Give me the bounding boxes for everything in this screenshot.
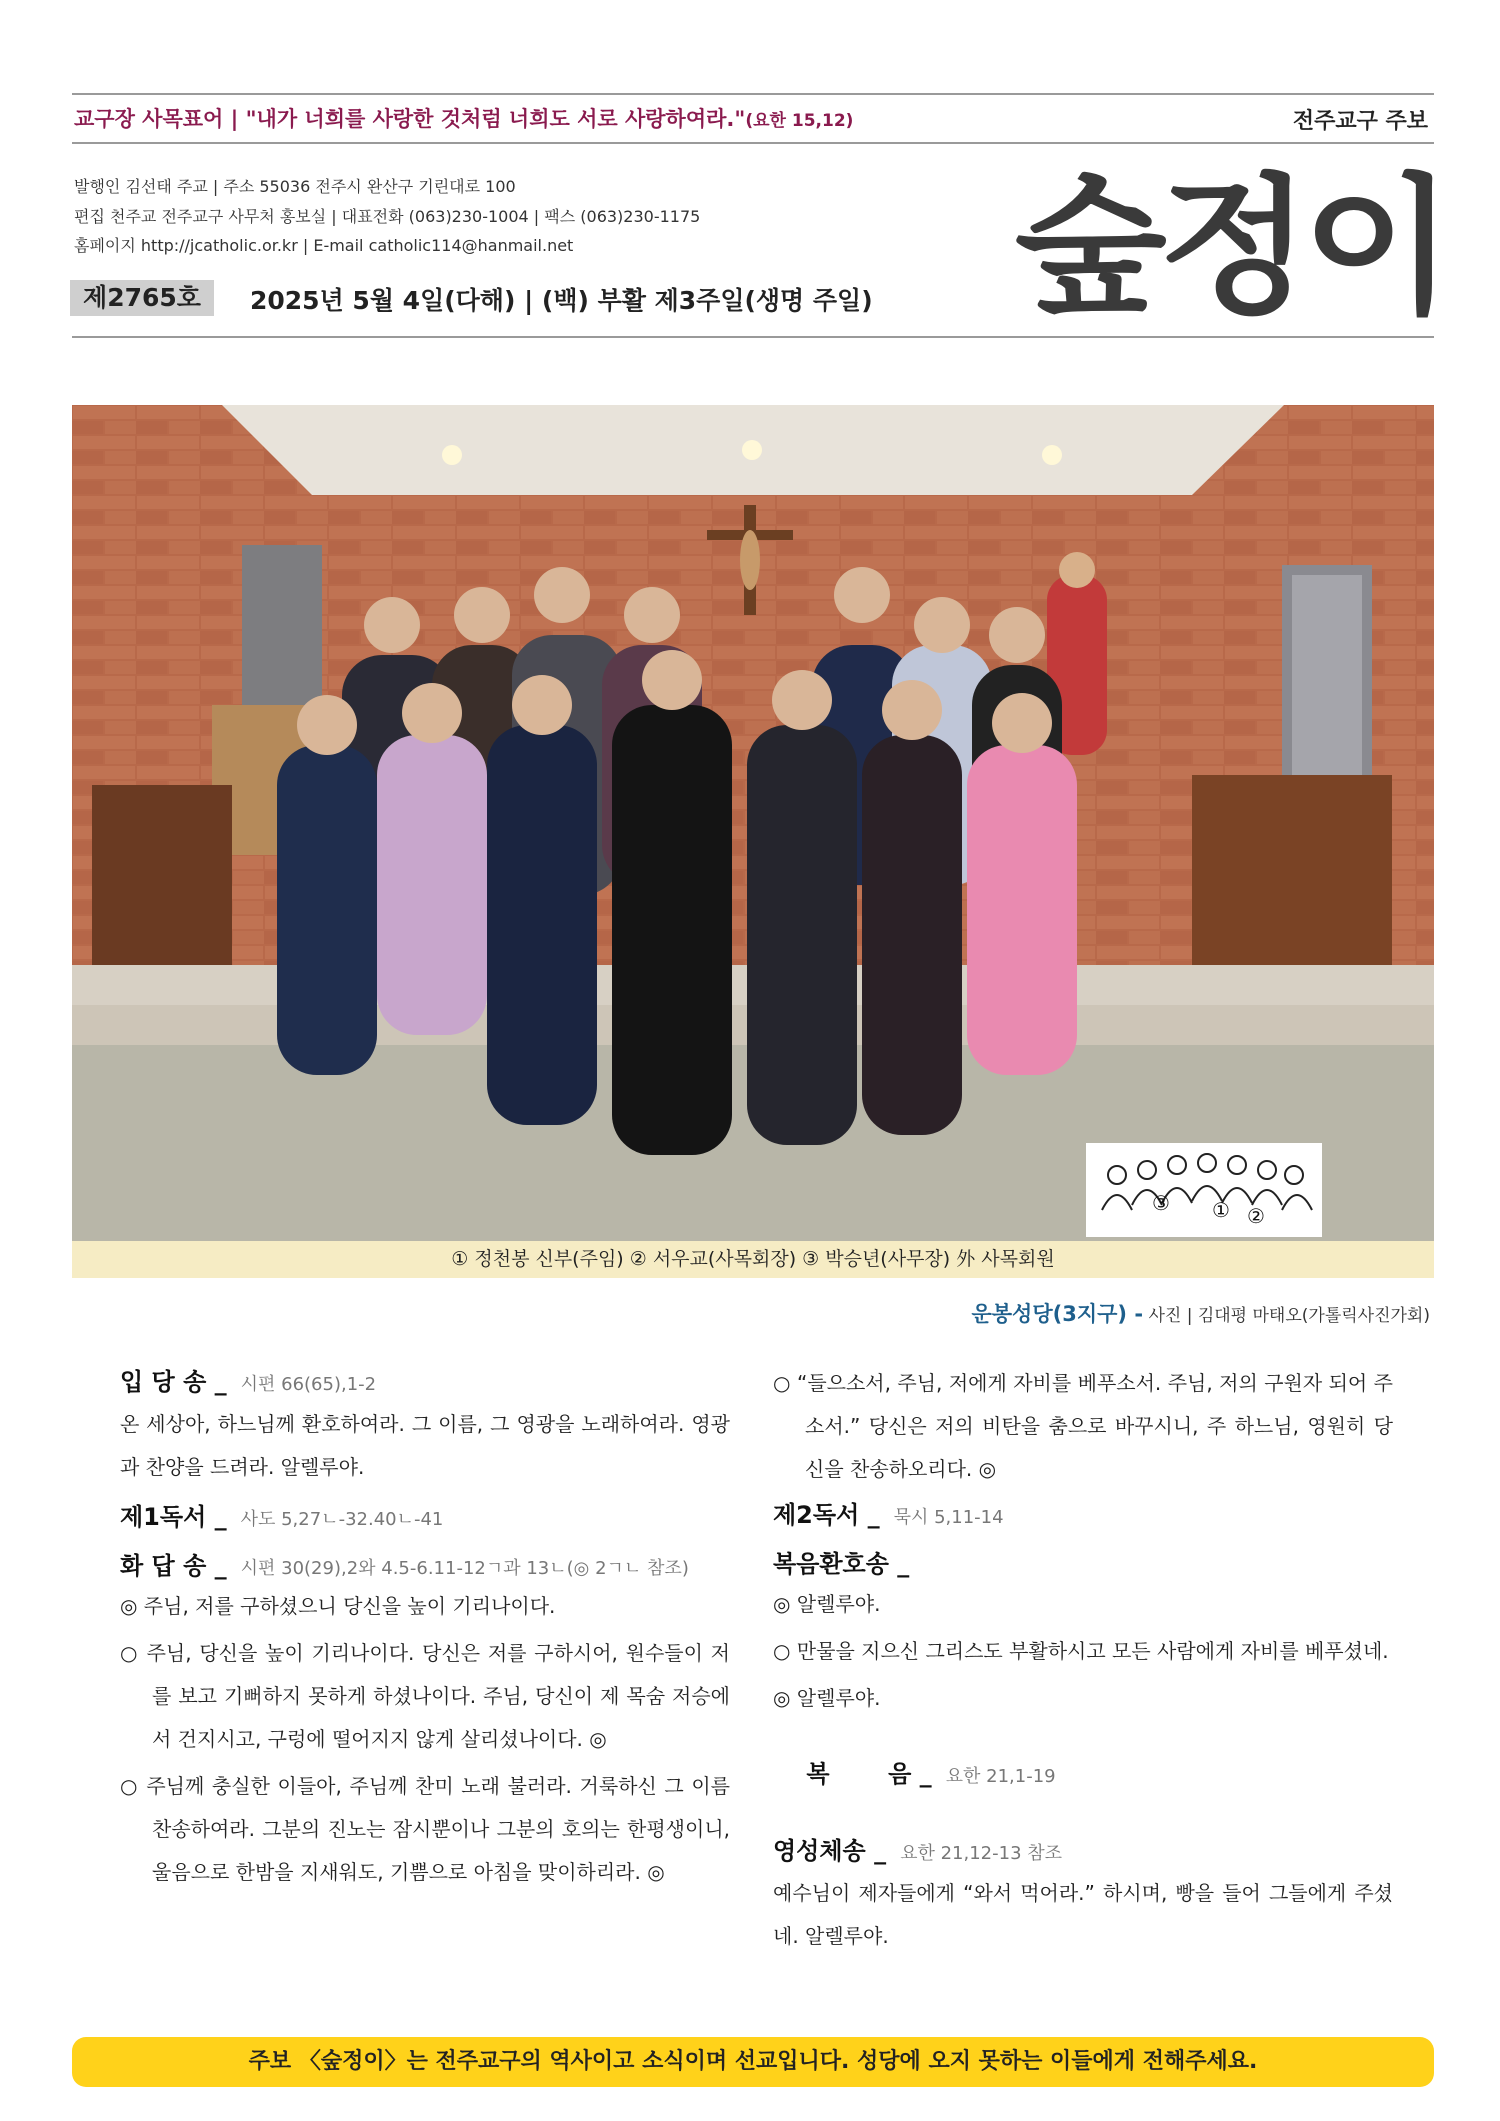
issue-date: 2025년 5월 4일(다해) | (백) 부활 제3주일(생명 주일) [250,286,873,315]
key-label-3: ③ [1152,1191,1170,1215]
gospel-ref: 요한 21,1-19 [945,1766,1056,1787]
psalm-response: ◎ 주님, 저를 구하셨으니 당신을 높이 기리나이다. [120,1594,556,1618]
parish-name: 운봉성당(3지구) - [971,1302,1144,1326]
psalm-ref: 시편 30(29),2와 4.5-6.11-12ㄱ과 13ㄴ(◎ 2ㄱㄴ 참조) [240,1558,689,1579]
paper-name: 전주교구 주보 [1292,109,1428,134]
alleluia-response-2: ◎ 알렐루야. [773,1686,881,1710]
communion-title: 영성체송 _ [773,1837,887,1865]
first-reading-heading [120,1497,730,1532]
issue-number: 제2765호 [70,280,214,316]
gospel-acclamation-title: 복음환호송 _ [773,1550,910,1578]
key-label-1: ① [1212,1198,1230,1222]
alleluia-verse: ○ 만물을 지으신 그리스도 부활하시고 모든 사람에게 자비를 베푸셨네. [773,1639,1389,1663]
pastoral-motto [74,103,853,133]
psalm-title: 화 답 송 _ [120,1552,227,1580]
motto-text: 교구장 사목표어 | "내가 너희를 사랑한 것처럼 너희도 서로 사랑하여라." [74,107,746,131]
right-column [773,1362,1393,1958]
first-reading-title: 제1독서 _ [120,1503,227,1531]
gospel-title: 복 음 _ [806,1760,932,1788]
photographer: 사진 | 김대평 마태오(가톨릭사진가회) [1148,1306,1430,1326]
publisher-line: 발행인 김선태 주교 | 주소 55036 전주시 완산구 기린대로 100 [74,177,516,196]
second-reading-heading [773,1495,1393,1530]
header-rule [72,142,1434,144]
photo-key-inset [1086,1143,1322,1237]
editor-line: 편집 천주교 전주교구 사무처 홍보실 | 대표전화 (063)230-1004 | 팩스 (063)230-1175 [74,207,701,226]
communion-heading [773,1831,1393,1866]
homepage-line: 홈페이지 http://jcatholic.or.kr | E-mail catholic114@hanmail.net [74,236,574,255]
group-photo [72,405,1434,1241]
group-photo-illustration [72,405,1434,1241]
gospel-heading [773,1726,1393,1817]
key-label-2: ② [1247,1204,1265,1228]
masthead-logo: 숲정이 [1014,159,1446,335]
masthead-rule [72,336,1434,338]
entrance-antiphon-title: 입 당 송 _ [120,1368,227,1396]
communion-text: 예수님이 제자들에게 “와서 먹어라.” 하시며, 빵을 들어 그들에게 주셨네. 알렐루야. [773,1881,1393,1948]
entrance-antiphon-text: 온 세상아, 하느님께 환호하여라. 그 이름, 그 영광을 노래하여라. 영광과 찬양을 드려라. 알렐루야. [120,1412,730,1479]
first-reading-ref: 사도 5,27ㄴ-32.40ㄴ-41 [240,1509,444,1530]
left-column [120,1362,730,1894]
footer-banner: 주보 〈숲정이〉는 전주교구의 역사이고 소식이며 선교입니다. 성당에 오지 못하는 이들에게 전해주세요. [72,2037,1434,2087]
second-reading-ref: 묵시 5,11-14 [893,1507,1004,1528]
entrance-antiphon-ref: 시편 66(65),1-2 [240,1374,377,1395]
photo-caption: ① 정천봉 신부(주임) ② 서우교(사목회장) ③ 박승년(사무장) 外 사목회원 [72,1241,1434,1278]
psalm-verse-3: ○ “들으소서, 주님, 저에게 자비를 베푸소서. 주님, 저의 구원자 되어 주소서.” 당신은 저의 비탄을 춤으로 바꾸시니, 주 하느님, 영원히 당신을 찬송하오리다. ◎ [773,1371,1393,1481]
photo-credit [971,1298,1430,1328]
communion-ref: 요한 21,12-13 참조 [900,1843,1063,1864]
entrance-antiphon-heading [120,1362,730,1397]
alleluia-response-1: ◎ 알렐루야. [773,1592,881,1616]
second-reading-title: 제2독서 _ [773,1501,880,1529]
psalm-verse-1: ○ 주님, 당신을 높이 기리나이다. 당신은 저를 구하시어, 원수들이 저를 보고 기뻐하지 못하게 하셨나이다. 주님, 당신이 제 목숨 저승에서 건지시고, 구렁에 떨어지지 않게 살리셨나이다. ◎ [120,1641,730,1751]
top-rule [72,93,1434,95]
gospel-acclamation-heading [773,1544,1393,1579]
psalm-verse-2: ○ 주님께 충실한 이들아, 주님께 찬미 노래 불러라. 거룩하신 그 이름 찬송하여라. 그분의 진노는 잠시뿐이나 그분의 호의는 한평생이니, 울음으로 한밤을 지새워도, 기쁨으로 아침을 맞이하리라. ◎ [120,1774,730,1884]
psalm-heading [120,1546,730,1581]
motto-reference: (요한 15,12) [745,111,854,131]
